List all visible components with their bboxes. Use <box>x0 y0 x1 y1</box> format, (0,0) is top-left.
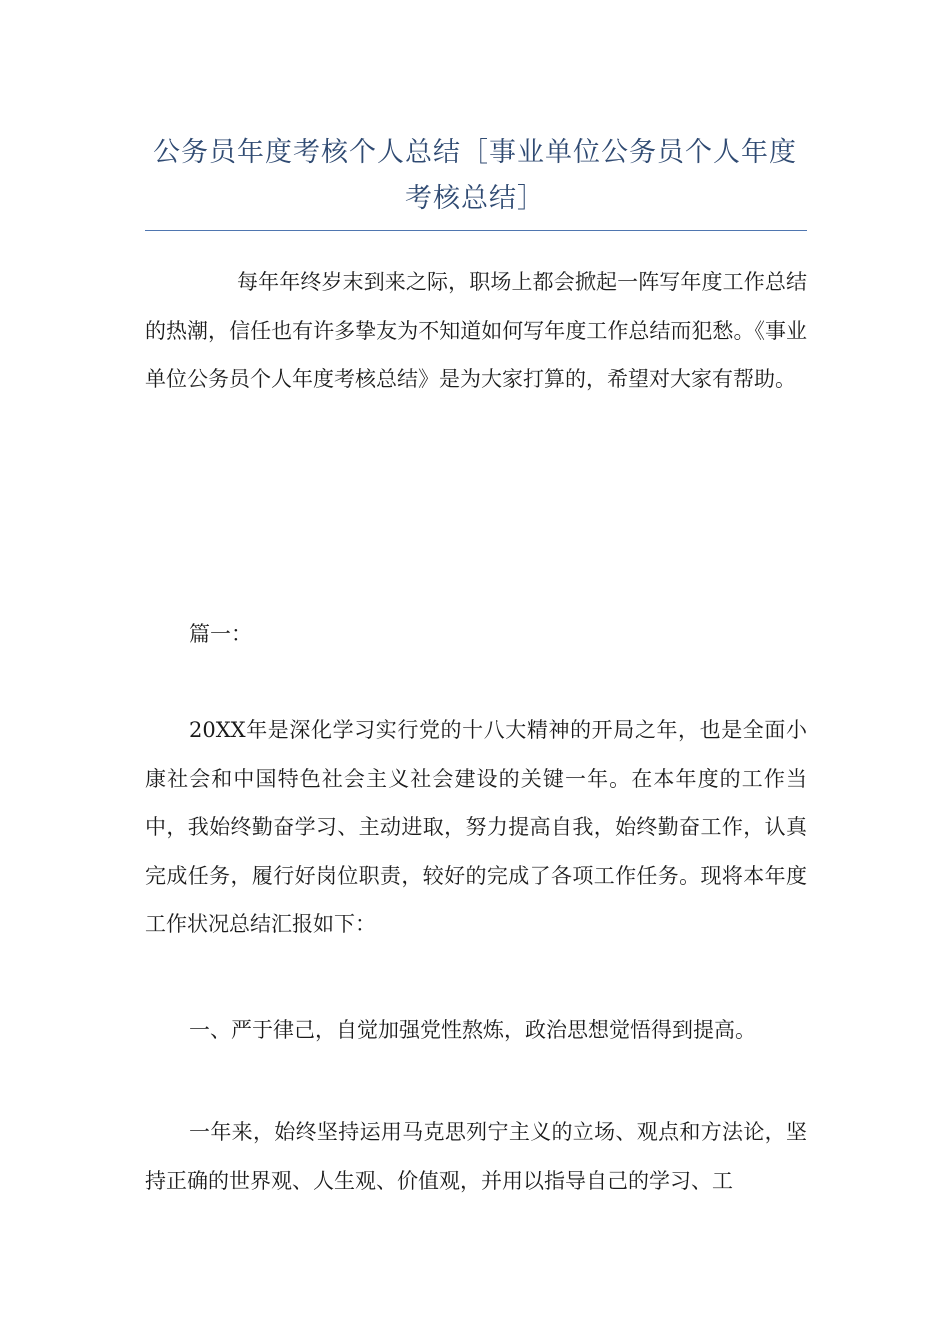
document-title: 公务员年度考核个人总结［事业单位公务员个人年度考核总结］ <box>153 137 797 214</box>
body-paragraph-1: 20XX年是深化学习实行党的十八大精神的开局之年，也是全面小康社会和中国特色社会主义社会建设的关键一年。在本年度的工作当中，我始终勤奋学习、主动进取，努力提高自我，始终勤奋工作，认真完成任务，履行好岗位职责，较好的完成了各项工作任务。现将本年度工作状况总结汇报如下： <box>145 718 807 936</box>
title-divider <box>145 230 807 231</box>
intro-paragraph: 每年年终岁末到来之际，职场上都会掀起一阵写年度工作总结的热潮，信任也有许多挚友为不知道如何写年度工作总结而犯愁。《事业单位公务员个人年度考核总结》是为大家打算的，希望对大家有帮助。 <box>145 270 807 391</box>
chapter-label: 篇一： <box>189 622 252 646</box>
body-paragraph-2: 一年来，始终坚持运用马克思列宁主义的立场、观点和方法论，坚持正确的世界观、人生观、价值观，并用以指导自己的学习、工 <box>145 1120 807 1193</box>
section-heading: 一、严于律己，自觉加强党性熬炼，政治思想觉悟得到提高。 <box>189 1018 756 1042</box>
